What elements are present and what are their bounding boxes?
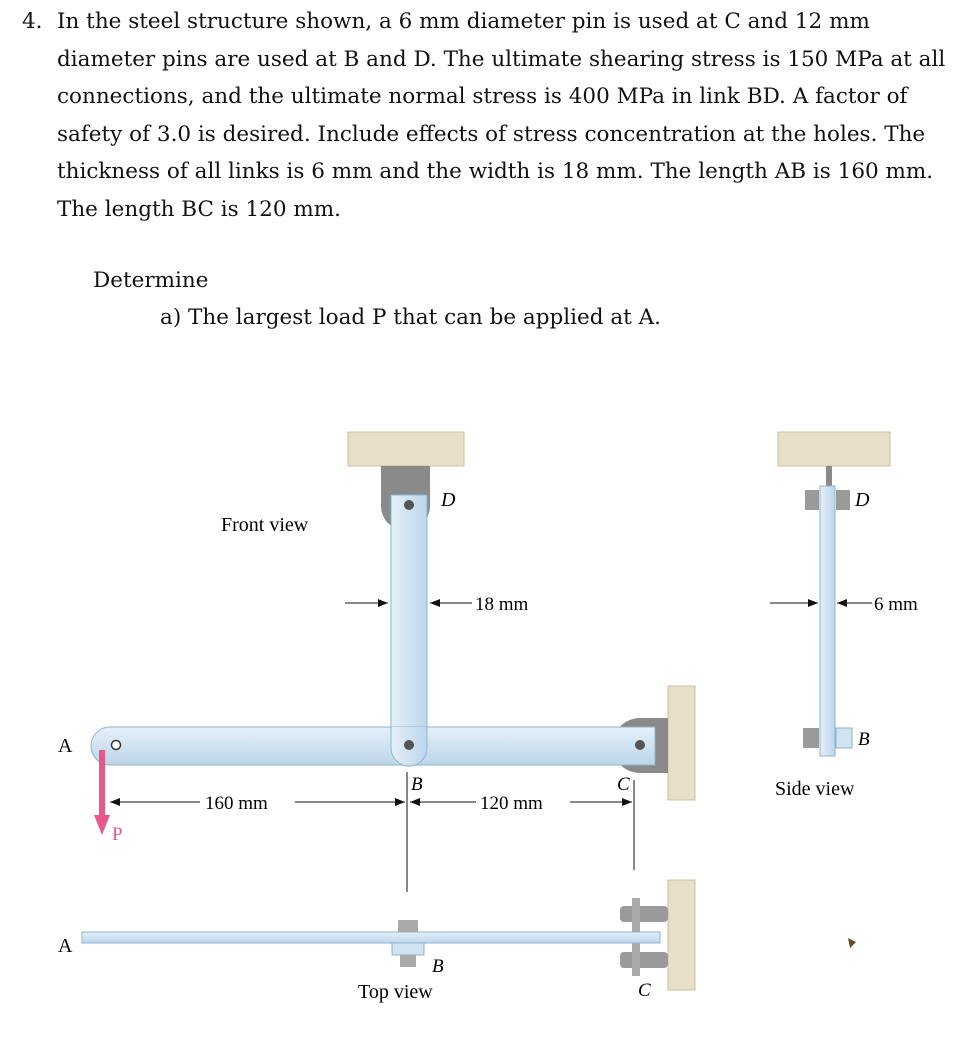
problem-text: In the steel structure shown, a 6 mm diameter pin is used at C and 12 mm diameter pins are used at B and D. The ultimate shearing stress is 150 MPa at all connections, and the ultimate normal stress is 400 MPa in link BD. A factor of safety of 3.0 is desired. Include effects of stress concentration at the holes. The thickness of all links is 6 mm and the width is 18 mm. The length AB is 160 mm. The length BC is 120 mm. bbox=[57, 9, 946, 222]
determine-heading: Determine bbox=[93, 268, 209, 293]
label-p: P bbox=[112, 824, 123, 845]
front-view-label: Front view bbox=[221, 514, 309, 536]
dim-bc: 120 mm bbox=[480, 793, 543, 814]
dim-thickness: 6 mm bbox=[874, 594, 918, 615]
pin-b bbox=[404, 740, 414, 750]
bar-ac bbox=[91, 727, 655, 765]
problem-number: 4. bbox=[22, 9, 43, 34]
link-bd bbox=[391, 495, 427, 766]
label-a: A bbox=[58, 735, 73, 757]
ceiling-support-side bbox=[778, 432, 890, 466]
wall-c bbox=[668, 686, 695, 800]
wall-c-top bbox=[668, 880, 695, 990]
link-bd-side bbox=[820, 486, 835, 756]
label-c-top: C bbox=[638, 980, 651, 1001]
side-view bbox=[770, 432, 918, 948]
pin-c bbox=[635, 740, 645, 750]
dim-ab: 160 mm bbox=[205, 793, 268, 814]
hole-a bbox=[112, 741, 121, 750]
label-c: C bbox=[617, 774, 630, 795]
label-b-side: B bbox=[858, 729, 870, 750]
label-d: D bbox=[441, 489, 456, 511]
part-a: a) The largest load P that can be applied at A. bbox=[160, 305, 661, 330]
pin-d bbox=[404, 500, 414, 510]
side-view-label: Side view bbox=[775, 778, 855, 800]
ceiling-support bbox=[348, 432, 464, 466]
label-d-side: D bbox=[855, 489, 870, 511]
front-view bbox=[58, 432, 695, 892]
top-view bbox=[58, 880, 695, 1003]
bar-ac-top bbox=[82, 932, 660, 943]
label-b-top: B bbox=[432, 956, 444, 977]
top-view-label: Top view bbox=[358, 981, 433, 1003]
label-b: B bbox=[411, 774, 423, 795]
dim-width: 18 mm bbox=[475, 594, 529, 615]
label-a-top: A bbox=[58, 935, 73, 957]
